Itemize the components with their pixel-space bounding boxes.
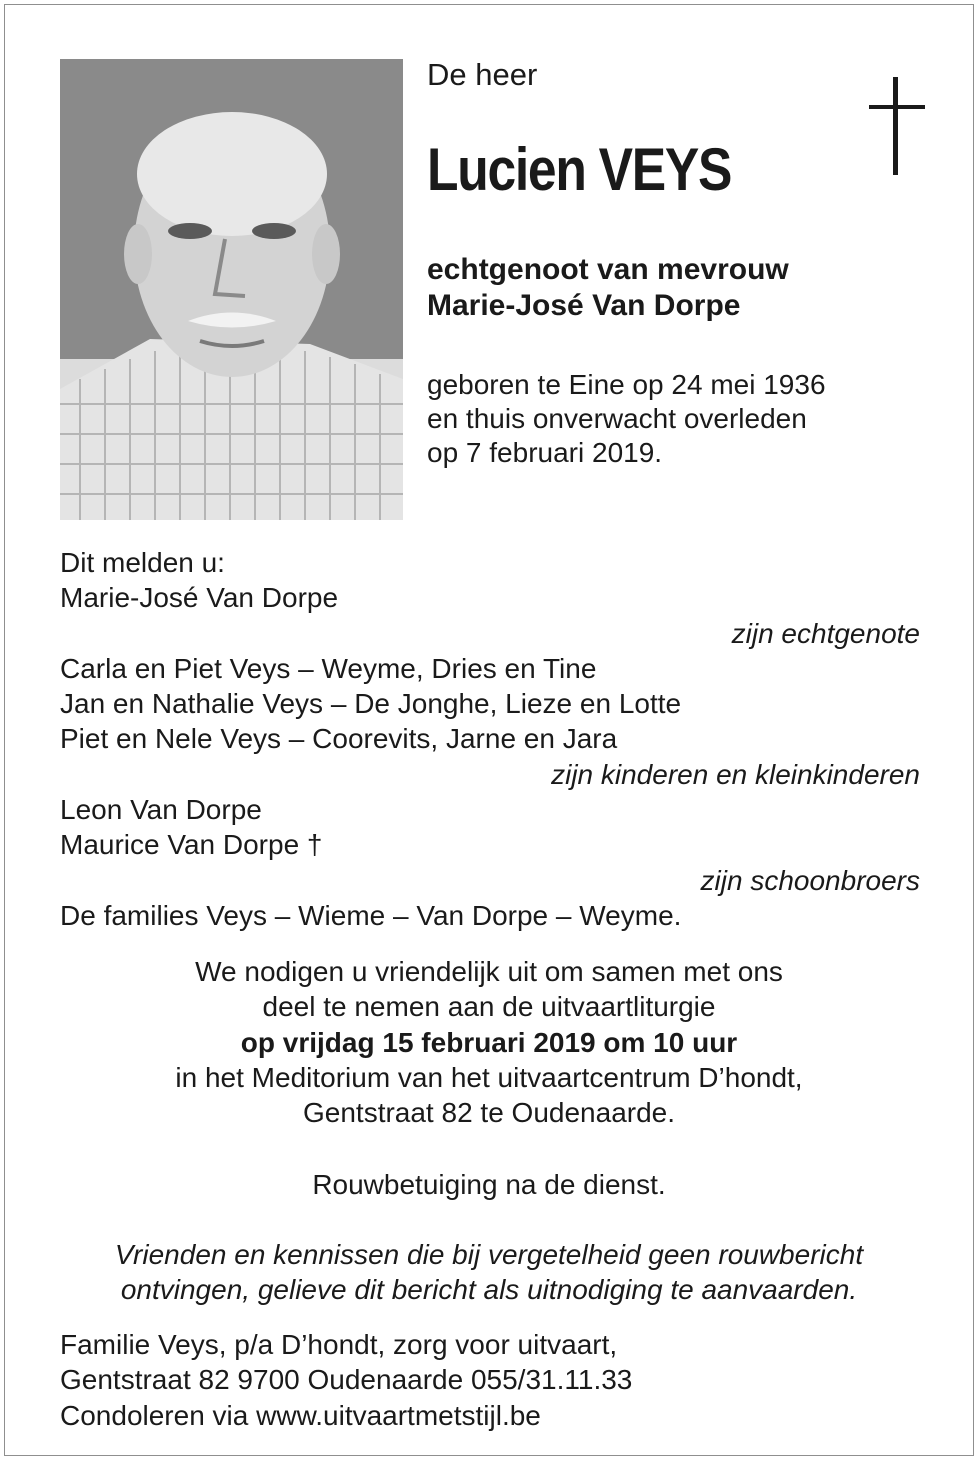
- portrait-image: [60, 59, 403, 520]
- invitation-notice: [5, 1237, 973, 1308]
- birth-line: geboren te Eine op 24 mei 1936: [427, 369, 826, 400]
- spouse-line-2: Marie-José Van Dorpe: [427, 289, 741, 322]
- family-announcement: [60, 545, 920, 933]
- children-role: zijn kinderen en kleinkinderen: [551, 758, 920, 790]
- obituary-card: [4, 4, 974, 1456]
- brothers-role: zijn schoonbroers: [700, 864, 920, 896]
- birth-death-info: [427, 368, 826, 470]
- children-line: Jan en Nathalie Veys – De Jonghe, Lieze en Lotte: [60, 688, 682, 720]
- announcement-intro: Dit melden u:: [60, 547, 225, 578]
- notice-line: Vrienden en kennissen die bij vergetelheid geen rouwbericht: [114, 1239, 864, 1270]
- invitation-line: We nodigen u vriendelijk uit om samen met ons: [195, 956, 783, 987]
- spouse-info: [427, 252, 789, 324]
- footer-line: Gentstraat 82 9700 Oudenaarde 055/31.11.33: [60, 1364, 633, 1396]
- families-line: De families Veys – Wieme – Van Dorpe – Weyme.: [60, 899, 682, 931]
- condolence-note: Rouwbetuiging na de dienst.: [312, 1169, 666, 1200]
- cross-icon: [869, 77, 925, 175]
- footer-line: Condoleren via www.uitvaartmetstijl.be: [60, 1399, 541, 1431]
- contact-footer: [60, 1327, 632, 1433]
- notice-line: ontvingen, gelieve dit bericht als uitnodiging te aanvaarden.: [120, 1274, 858, 1306]
- title-prefix: De heer: [427, 57, 538, 92]
- invitation-line: in het Meditorium van het uitvaartcentrum D’hondt,: [175, 1061, 803, 1093]
- children-line: Piet en Nele Veys – Coorevits, Jarne en Jara: [60, 723, 618, 755]
- death-line-1: en thuis onverwacht overleden: [427, 403, 807, 434]
- spouse-line-1: echtgenoot van mevrouw: [427, 253, 789, 286]
- deceased-name: Lucien VEYS: [427, 136, 732, 203]
- footer-line: Familie Veys, p/a D’hondt, zorg voor uitvaart,: [60, 1329, 618, 1360]
- invitation-line: Gentstraat 82 te Oudenaarde.: [302, 1097, 676, 1129]
- funeral-invitation: [5, 954, 973, 1130]
- funeral-date: op vrijdag 15 februari 2019 om 10 uur: [240, 1026, 738, 1058]
- death-line-2: op 7 februari 2019.: [427, 437, 663, 468]
- brother-in-law-line: Maurice Van Dorpe †: [60, 829, 323, 861]
- spouse-role: zijn echtgenote: [731, 617, 920, 649]
- spouse-name: Marie-José Van Dorpe: [60, 582, 339, 614]
- portrait-photo: [60, 59, 403, 520]
- brother-in-law-line: Leon Van Dorpe: [60, 794, 262, 826]
- invitation-line: deel te nemen aan de uitvaartliturgie: [262, 991, 716, 1023]
- children-line: Carla en Piet Veys – Weyme, Dries en Tine: [60, 652, 597, 684]
